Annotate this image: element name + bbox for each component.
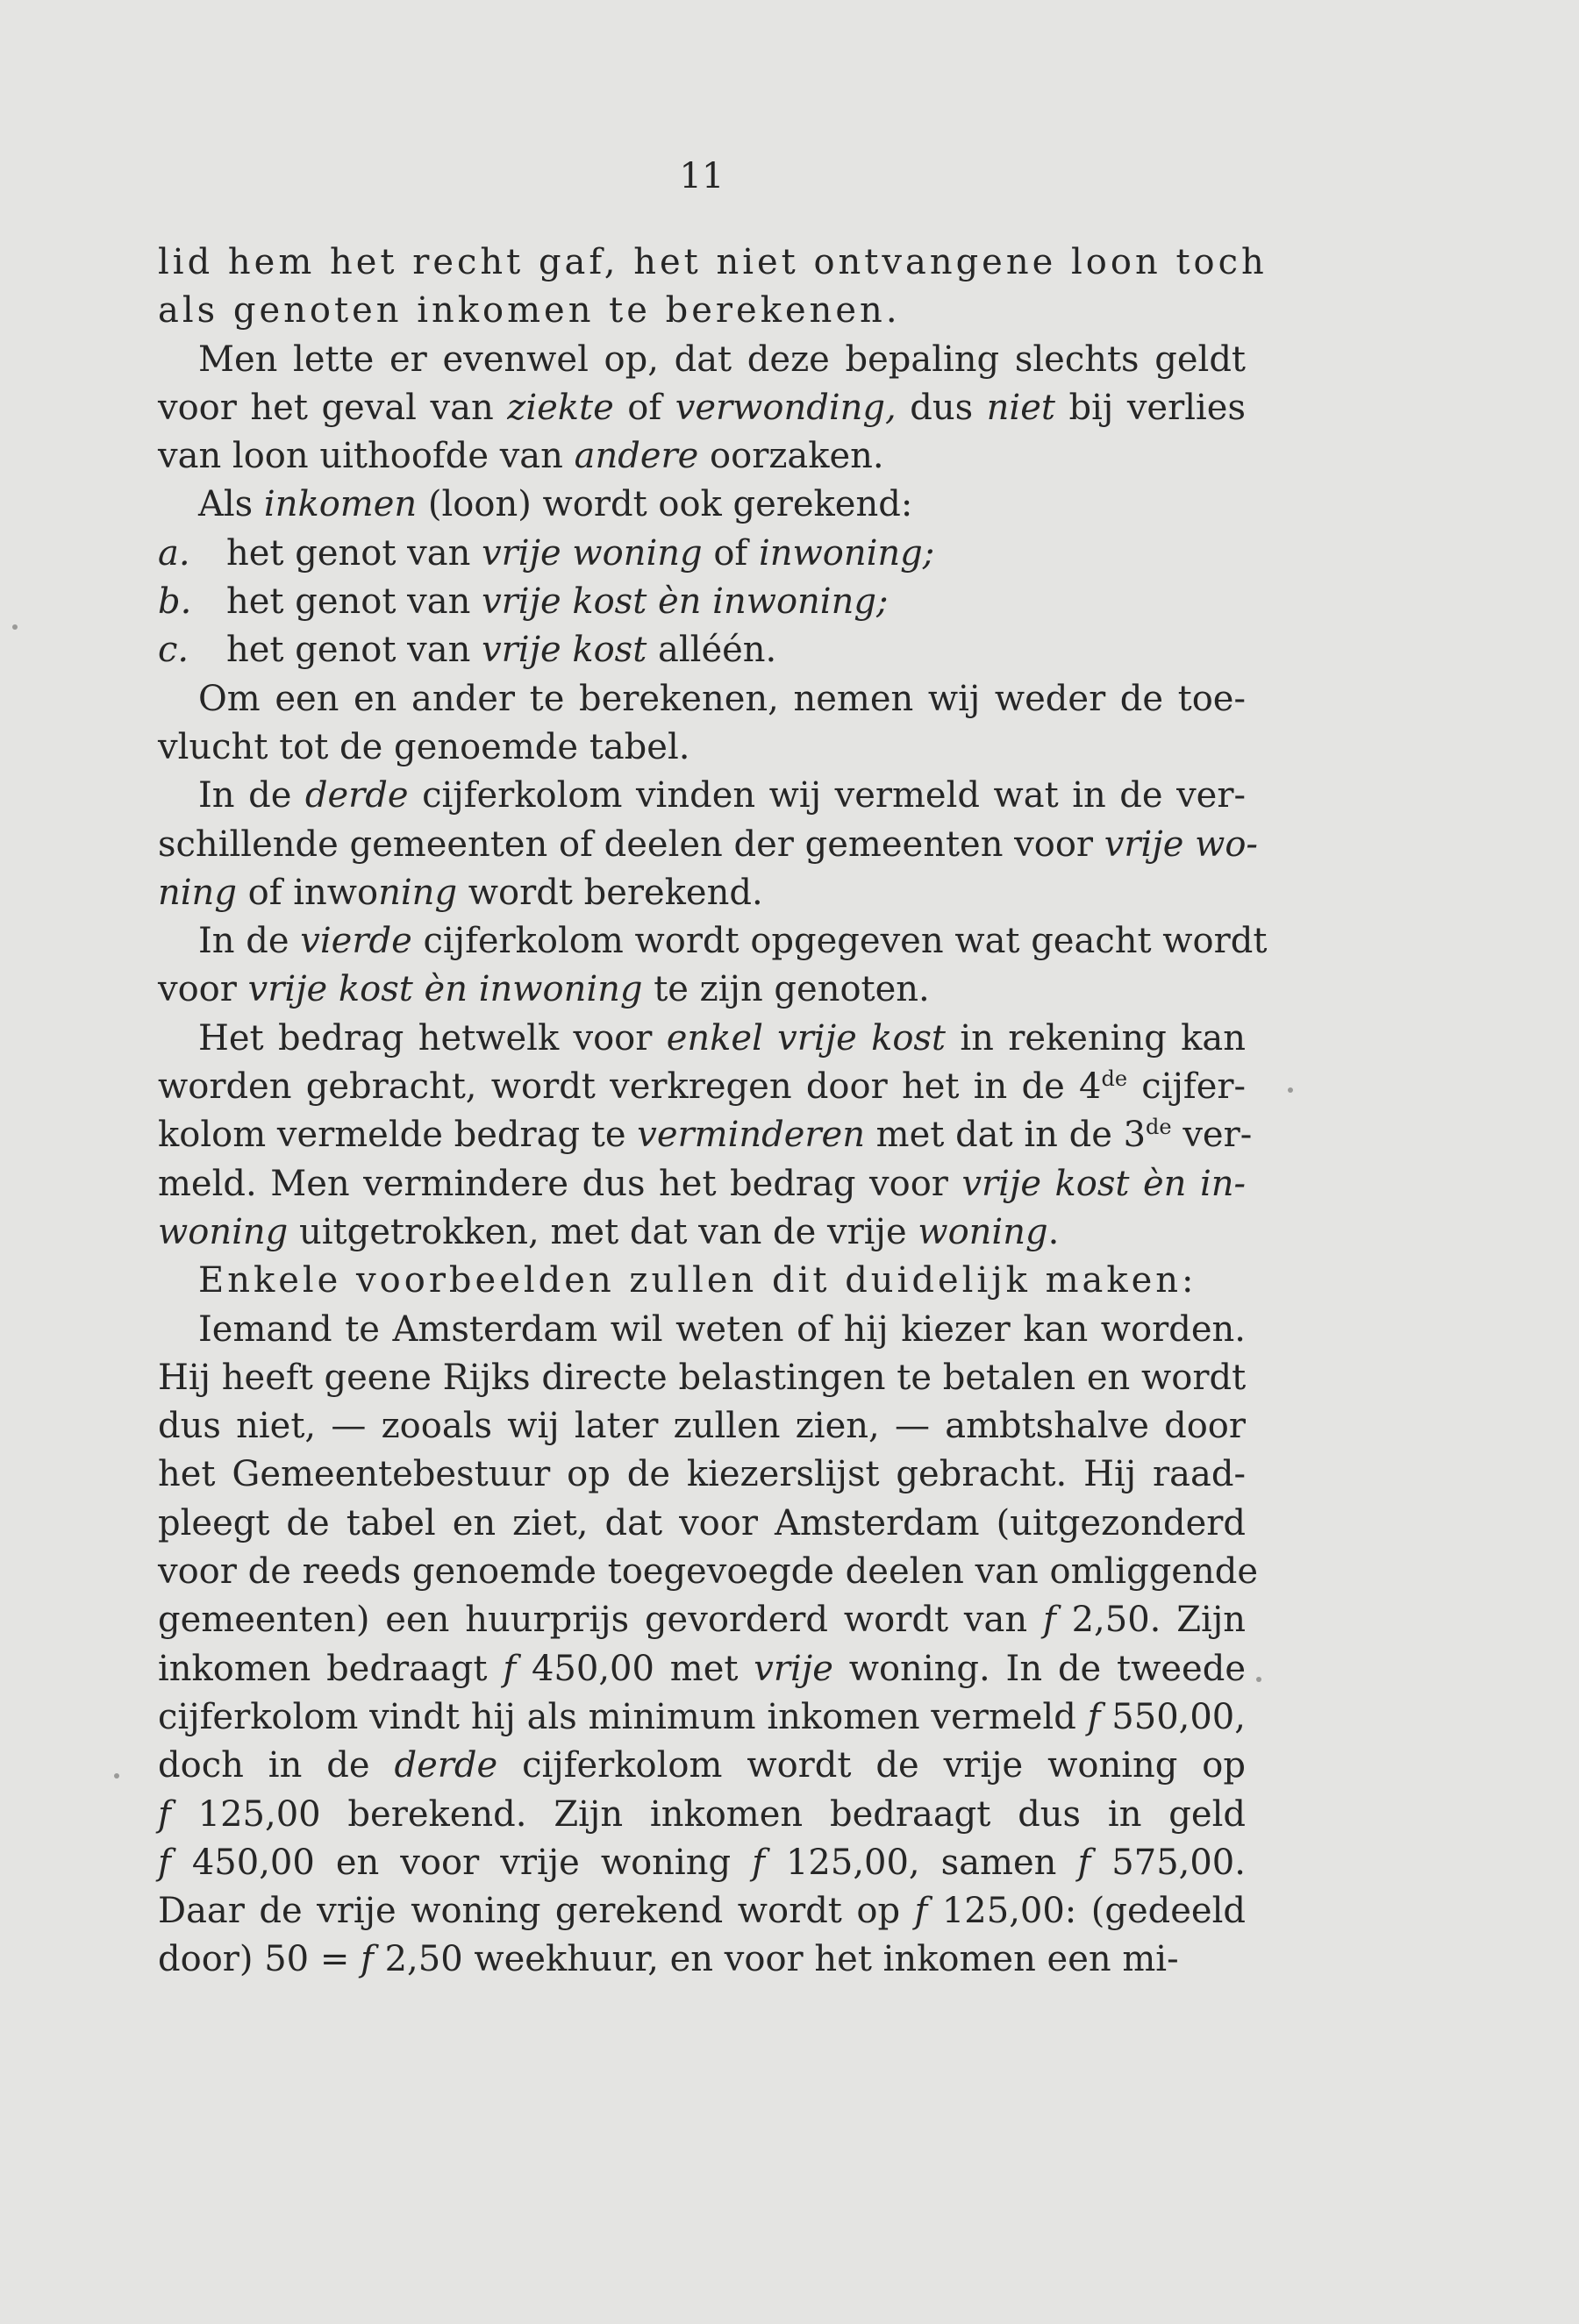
text-line: doch in de derde cijferkolom wordt de vrije woning op: [158, 1745, 1246, 1786]
text-line: meld. Men vermindere dus het bedrag voor vrije kost èn in-: [158, 1163, 1247, 1204]
text-line: ning of inwoning wordt berekend.: [158, 872, 763, 913]
text-line: In de derde cijferkolom vinden wij vermeld wat in de ver-: [198, 775, 1246, 816]
text-line: Hij heeft geene Rijks directe belastingen te betalen en wordt: [158, 1357, 1247, 1398]
text-line: pleegt de tabel en ziet, dat voor Amsterdam (uitgezonderd: [158, 1502, 1246, 1543]
text-line: f 125,00 berekend. Zijn inkomen bedraagt dus in geld: [158, 1793, 1246, 1835]
text-line: het Gemeentebestuur op de kiezerslijst gebracht. Hij raad-: [158, 1454, 1246, 1495]
text-line: vlucht tot de genoemde tabel.: [158, 726, 690, 767]
body-text: [158, 239, 1268, 1985]
list-item-label: a.: [158, 532, 190, 574]
text-line: Enkele voorbeelden zullen dit duidelijk maken:: [198, 1260, 1197, 1301]
text-line: Als inkomen (loon) wordt ook gerekend:: [198, 484, 913, 525]
list-item-label: b.: [158, 581, 192, 623]
list-item: [158, 578, 1246, 626]
text-line: voor de reeds genoemde toegevoegde deelen van omliggende: [158, 1551, 1259, 1593]
text-line: schillende gemeenten of deelen der gemeenten voor vrije wo-: [158, 823, 1258, 865]
text-line: f 450,00 en voor vrije woning f 125,00, samen f 575,00.: [158, 1842, 1246, 1883]
text-line: dus niet, — zooals wij later zullen zien, — ambtshalve door: [158, 1406, 1246, 1447]
text-line: woning uitgetrokken, met dat van de vrije woning.: [158, 1211, 1060, 1252]
text-line: Om een en ander te berekenen, nemen wij weder de toe-: [198, 678, 1246, 719]
text-line: door) 50 = f 2,50 weekhuur, en voor het inkomen een mi-: [158, 1939, 1179, 1980]
text-line: cijferkolom vindt hij als minimum inkomen vermeld f 550,00,: [158, 1696, 1246, 1737]
text-line: Het bedrag hetwelk voor enkel vrije kost in rekening kan: [198, 1017, 1247, 1059]
text-line: Men lette er evenwel op, dat deze bepaling slechts geldt: [198, 339, 1246, 380]
text-line: voor het geval van ziekte of verwonding, dus niet bij verlies: [158, 387, 1247, 428]
text-line: Daar de vrije woning gerekend wordt op f 125,00: (gedeeld: [158, 1891, 1246, 1932]
list-item: [158, 530, 1246, 578]
text-line: als genoten inkomen te berekenen.: [158, 290, 901, 331]
list-item: [158, 626, 1246, 674]
text-line: worden gebracht, wordt verkregen door het in de 4de cijfer-: [158, 1066, 1246, 1108]
text-line: inkomen bedraagt f 450,00 met vrije woning. In de tweede: [158, 1648, 1246, 1689]
text-line: Iemand te Amsterdam wil weten of hij kiezer kan worden.: [198, 1308, 1246, 1350]
list-item-text: het genot van vrije kost alléén.: [226, 630, 777, 671]
list-item-label: c.: [158, 630, 189, 671]
text-line: lid hem het recht gaf, het niet ontvangene loon toch: [158, 242, 1268, 282]
list-item-text: het genot van vrije woning of inwoning;: [226, 532, 935, 574]
page-number: 11: [679, 156, 725, 196]
text-line: kolom vermelde bedrag te verminderen met dat in de 3de ver-: [158, 1115, 1253, 1156]
text-line: In de vierde cijferkolom wordt opgegeven wat geacht wordt: [198, 921, 1268, 962]
list-item-text: het genot van vrije kost èn inwoning;: [226, 581, 889, 623]
text-line: voor vrije kost èn inwoning te zijn genoten.: [158, 969, 930, 1010]
text-line: van loon uithoofde van andere oorzaken.: [158, 436, 884, 477]
text-line: gemeenten) een huurprijs gevorderd wordt van f 2,50. Zijn: [158, 1600, 1246, 1641]
